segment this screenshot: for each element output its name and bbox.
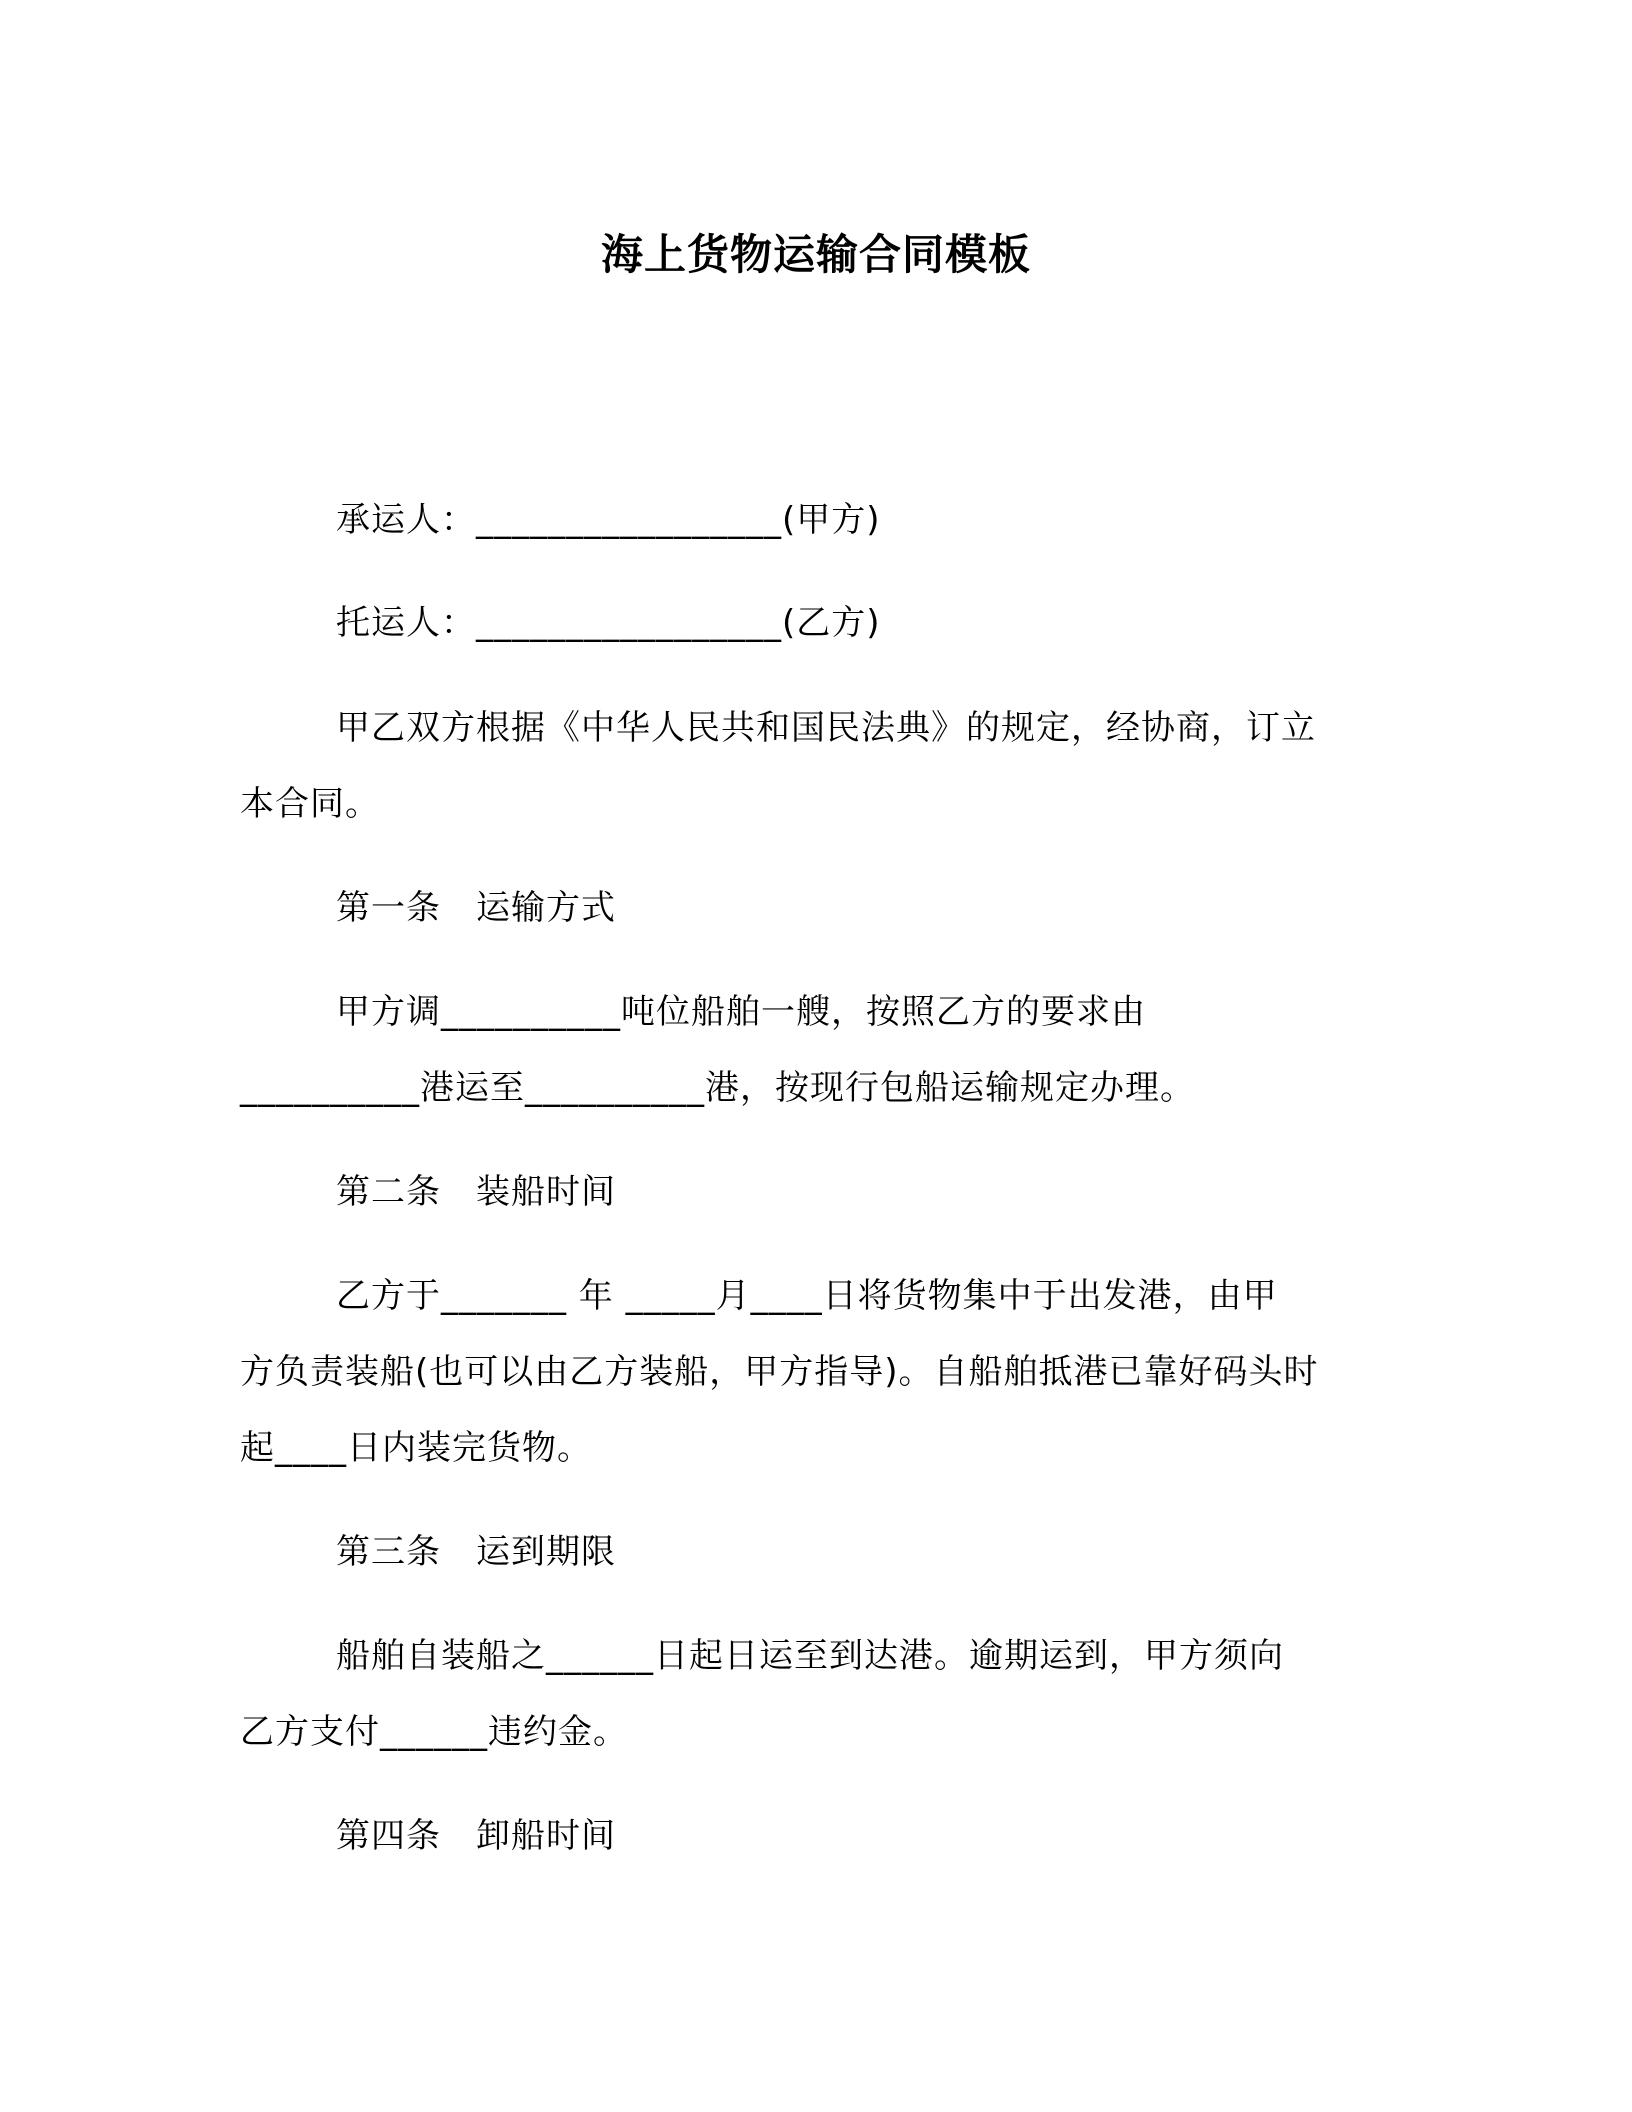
article-4-heading: 第四条 卸船时间 bbox=[336, 1816, 616, 1856]
article-3-text-1: 船舶自装船之______日起日运至到达港。逾期运到，甲方须向 bbox=[336, 1636, 1284, 1676]
article-2-heading: 第二条 装船时间 bbox=[336, 1172, 616, 1212]
article-1-text-1: 甲方调__________吨位船舶一艘，按照乙方的要求由 bbox=[336, 992, 1146, 1032]
carrier-line: 承运人：_________________(甲方) bbox=[336, 500, 881, 540]
preamble-line-2: 本合同。 bbox=[240, 784, 380, 824]
article-2-text-1: 乙方于_______ 年 _____月____日将货物集中于出发港，由甲 bbox=[336, 1276, 1278, 1316]
shipper-line: 托运人：_________________(乙方) bbox=[336, 603, 881, 643]
article-1-heading: 第一条 运输方式 bbox=[336, 888, 616, 928]
article-3-heading: 第三条 运到期限 bbox=[336, 1532, 616, 1572]
preamble-line-1: 甲乙双方根据《中华人民共和国民法典》的规定，经协商，订立 bbox=[336, 708, 1316, 748]
article-1-text-2: __________港运至__________港，按现行包船运输规定办理。 bbox=[240, 1068, 1195, 1108]
article-2-text-3: 起____日内装完货物。 bbox=[240, 1428, 592, 1468]
document-title: 海上货物运输合同模板 bbox=[600, 230, 1031, 279]
article-2-text-2: 方负责装船(也可以由乙方装船，甲方指导)。自船舶抵港已靠好码头时 bbox=[240, 1352, 1319, 1392]
article-3-text-2: 乙方支付______违约金。 bbox=[240, 1712, 628, 1752]
